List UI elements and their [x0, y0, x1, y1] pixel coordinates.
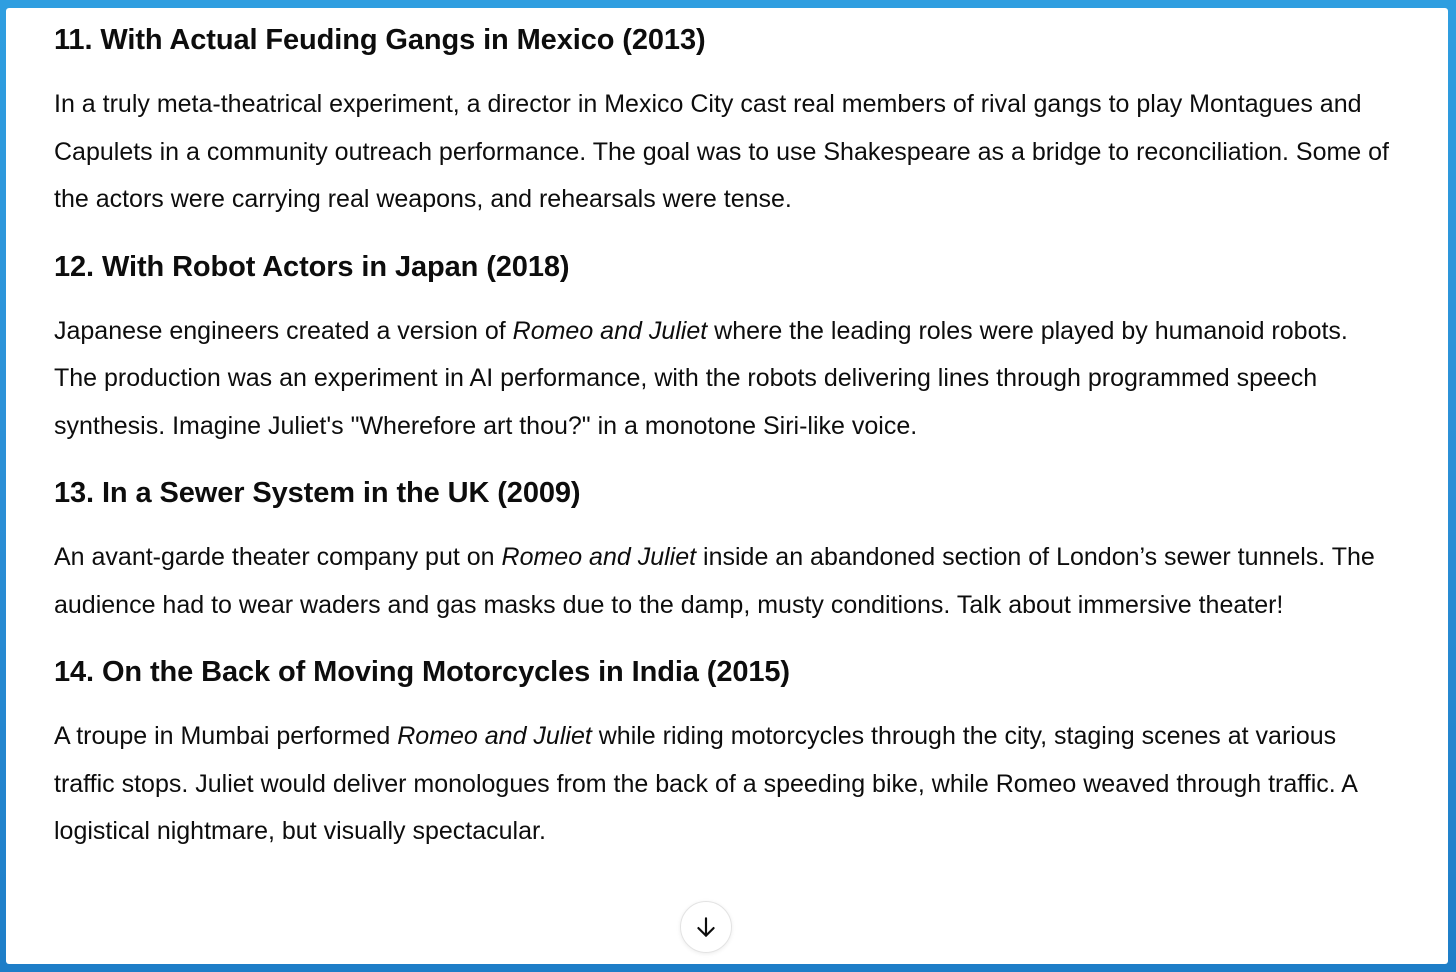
list-section: [54, 652, 1394, 856]
body-text: In a truly meta-theatrical experiment, a director in Mexico City cast real members of rival gangs to play Montagues and Capulets in a community outreach performance. The goal was to use Shakespeare as a bridge to reconciliation. Some of the actors were carrying real weapons, and rehearsals were tense.: [54, 90, 1389, 213]
list-section: [54, 473, 1394, 629]
section-heading: 14. On the Back of Moving Motorcycles in India (2015): [54, 656, 790, 688]
body-text-continued: inside an abandoned section of London’s sewer tunnels. The audience had to wear waders and gas masks due to the damp, musty conditions. Talk about immersive theater!: [54, 543, 1375, 619]
section-heading: 12. With Robot Actors in Japan (2018): [54, 250, 570, 283]
body-text: Japanese engineers created a version of: [54, 316, 513, 345]
message-content: [54, 20, 1394, 856]
body-emphasis: Romeo and Juliet: [512, 316, 708, 345]
body-text: An avant-garde theater company put on: [54, 543, 502, 571]
section-body: [54, 81, 1394, 224]
section-heading: 13. In a Sewer System in the UK (2009): [54, 477, 581, 509]
section-body: [54, 713, 1394, 856]
list-section: [54, 247, 1394, 451]
chat-window: [6, 8, 1448, 964]
body-emphasis: Romeo and Juliet: [501, 543, 697, 571]
section-body: [54, 534, 1394, 629]
section-body: [54, 308, 1394, 451]
body-emphasis: Romeo and Juliet: [397, 722, 592, 750]
section-heading: 11. With Actual Feuding Gangs in Mexico (2013): [54, 24, 706, 56]
body-text-continued: where the leading roles were played by humanoid robots. The production was an experiment in AI performance, with the robots delivering lines through programmed speech synthesis. Imagine Juliet's "Wherefore art thou?" in a monotone Siri-like voice.: [54, 316, 1348, 440]
arrow-down-icon: [693, 914, 719, 940]
body-text: A troupe in Mumbai performed: [54, 722, 398, 750]
list-section: [54, 20, 1394, 224]
scroll-to-bottom-button[interactable]: [680, 901, 732, 953]
body-text-continued: while riding motorcycles through the city, staging scenes at various traffic stops. Juliet would deliver monologues from the back of a speeding bike, while Romeo weaved through traffic. A logistical nightmare, but visually spectacular.: [54, 722, 1357, 845]
